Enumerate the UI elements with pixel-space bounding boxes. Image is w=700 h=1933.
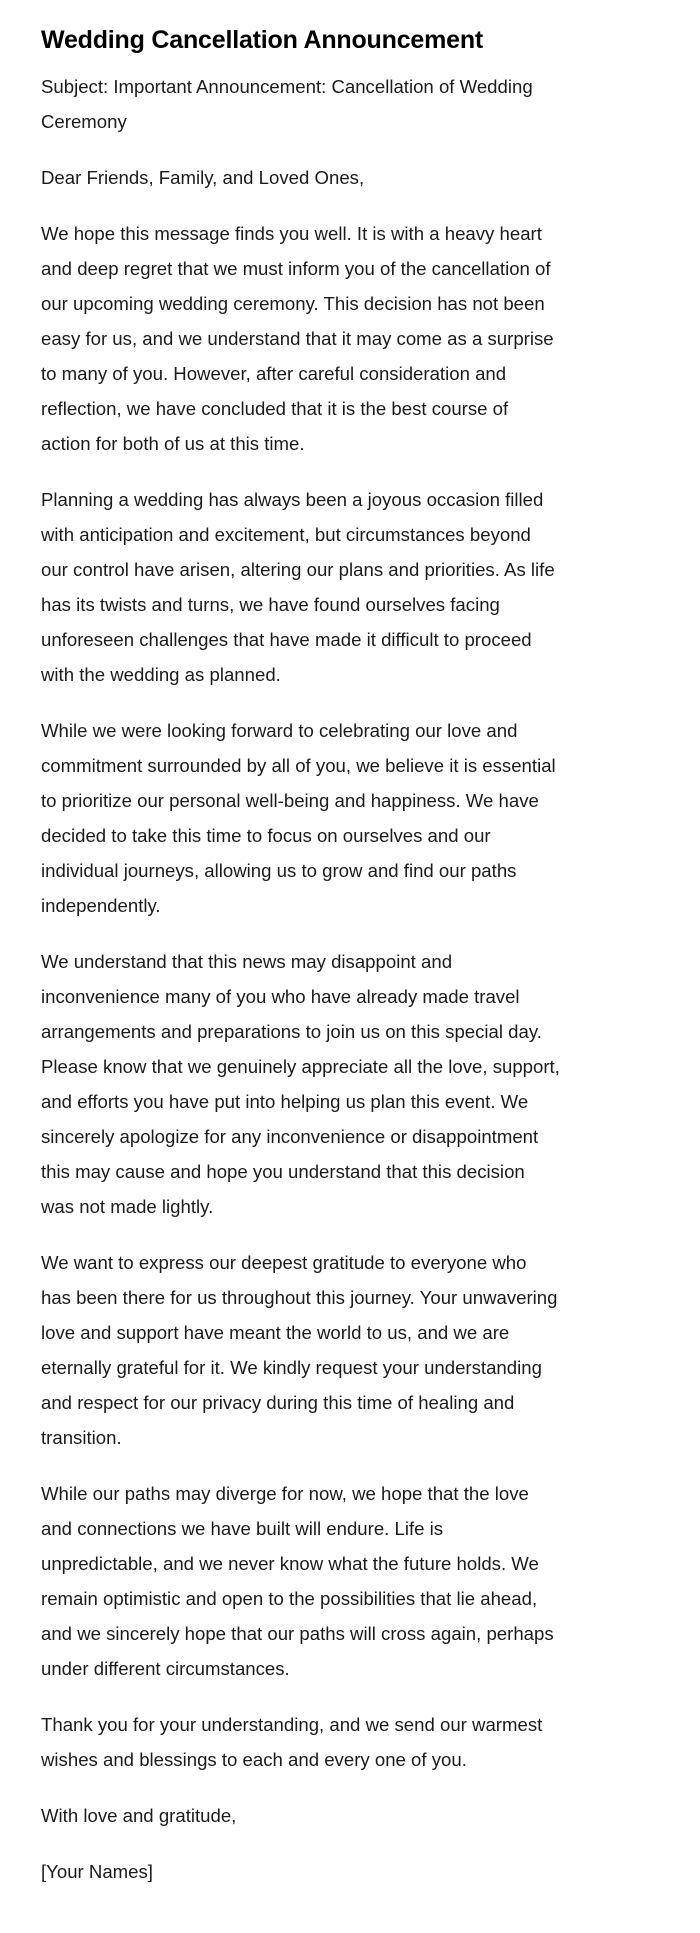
text-line: and connections we have built will endure. Life is	[41, 1518, 444, 1539]
text-line: inconvenience many of you who have already made travel	[41, 986, 520, 1007]
text-line: sincerely apologize for any inconvenience or disappointment	[41, 1126, 539, 1147]
text-line: Thank you for your understanding, and we send our warmest	[41, 1714, 543, 1735]
text-line: with anticipation and excitement, but circumstances beyond	[41, 524, 531, 545]
text-line: We want to express our deepest gratitude to everyone who	[41, 1252, 527, 1273]
text-line: love and support have meant the world to us, and we are	[41, 1322, 510, 1343]
paragraph-body-3	[41, 713, 681, 923]
document	[41, 25, 681, 1910]
text-line: wishes and blessings to each and every one of you.	[41, 1749, 467, 1770]
text-line: Subject: Important Announcement: Cancellation of Wedding	[41, 76, 533, 97]
text-line: was not made lightly.	[41, 1196, 214, 1217]
text-line: With love and gratitude,	[41, 1805, 237, 1826]
text-line: and deep regret that we must inform you of the cancellation of	[41, 258, 551, 279]
paragraph-body-6	[41, 1476, 681, 1686]
paragraph-closing-thanks	[41, 1707, 681, 1777]
text-line: eternally grateful for it. We kindly request your understanding	[41, 1357, 542, 1378]
text-line: has been there for us throughout this journey. Your unwavering	[41, 1287, 558, 1308]
text-line: to prioritize our personal well-being and happiness. We have	[41, 790, 539, 811]
document-body	[41, 69, 681, 1889]
paragraph-body-5	[41, 1245, 681, 1455]
text-line: unpredictable, and we never know what the future holds. We	[41, 1553, 539, 1574]
text-line: Please know that we genuinely appreciate all the love, support,	[41, 1056, 560, 1077]
text-line: unforeseen challenges that have made it difficult to proceed	[41, 629, 532, 650]
text-line: decided to take this time to focus on ourselves and our	[41, 825, 491, 846]
text-line: Dear Friends, Family, and Loved Ones,	[41, 167, 365, 188]
text-line: and we sincerely hope that our paths will cross again, perhaps	[41, 1623, 554, 1644]
paragraph-signature	[41, 1854, 681, 1889]
text-line: We hope this message finds you well. It is with a heavy heart	[41, 223, 542, 244]
paragraph-body-4	[41, 944, 681, 1224]
text-line: under different circumstances.	[41, 1658, 290, 1679]
paragraph-sign-off	[41, 1798, 681, 1833]
text-line: transition.	[41, 1427, 122, 1448]
paragraph-salutation	[41, 160, 681, 195]
text-line: While our paths may diverge for now, we hope that the love	[41, 1483, 529, 1504]
text-line: this may cause and hope you understand that this decision	[41, 1161, 525, 1182]
text-line: Planning a wedding has always been a joyous occasion filled	[41, 489, 544, 510]
text-line: reflection, we have concluded that it is the best course of	[41, 398, 509, 419]
text-line: to many of you. However, after careful consideration and	[41, 363, 507, 384]
paragraph-subject	[41, 69, 681, 139]
text-line: remain optimistic and open to the possibilities that lie ahead,	[41, 1588, 538, 1609]
text-line: action for both of us at this time.	[41, 433, 305, 454]
text-line: independently.	[41, 895, 161, 916]
text-line: While we were looking forward to celebrating our love and	[41, 720, 518, 741]
paragraph-body-1	[41, 216, 681, 461]
text-line: has its twists and turns, we have found ourselves facing	[41, 594, 500, 615]
text-line: [Your Names]	[41, 1861, 153, 1882]
document-title: Wedding Cancellation Announcement	[41, 26, 484, 54]
text-line: and efforts you have put into helping us plan this event. We	[41, 1091, 529, 1112]
text-line: easy for us, and we understand that it may come as a surprise	[41, 328, 554, 349]
text-line: our upcoming wedding ceremony. This decision has not been	[41, 293, 545, 314]
paragraph-body-2	[41, 482, 681, 692]
text-line: with the wedding as planned.	[41, 664, 281, 685]
text-line: We understand that this news may disappoint and	[41, 951, 453, 972]
text-line: Ceremony	[41, 111, 127, 132]
text-line: our control have arisen, altering our plans and priorities. As life	[41, 559, 555, 580]
text-line: individual journeys, allowing us to grow and find our paths	[41, 860, 517, 881]
text-line: commitment surrounded by all of you, we believe it is essential	[41, 755, 556, 776]
text-line: and respect for our privacy during this time of healing and	[41, 1392, 515, 1413]
text-line: arrangements and preparations to join us on this special day.	[41, 1021, 542, 1042]
